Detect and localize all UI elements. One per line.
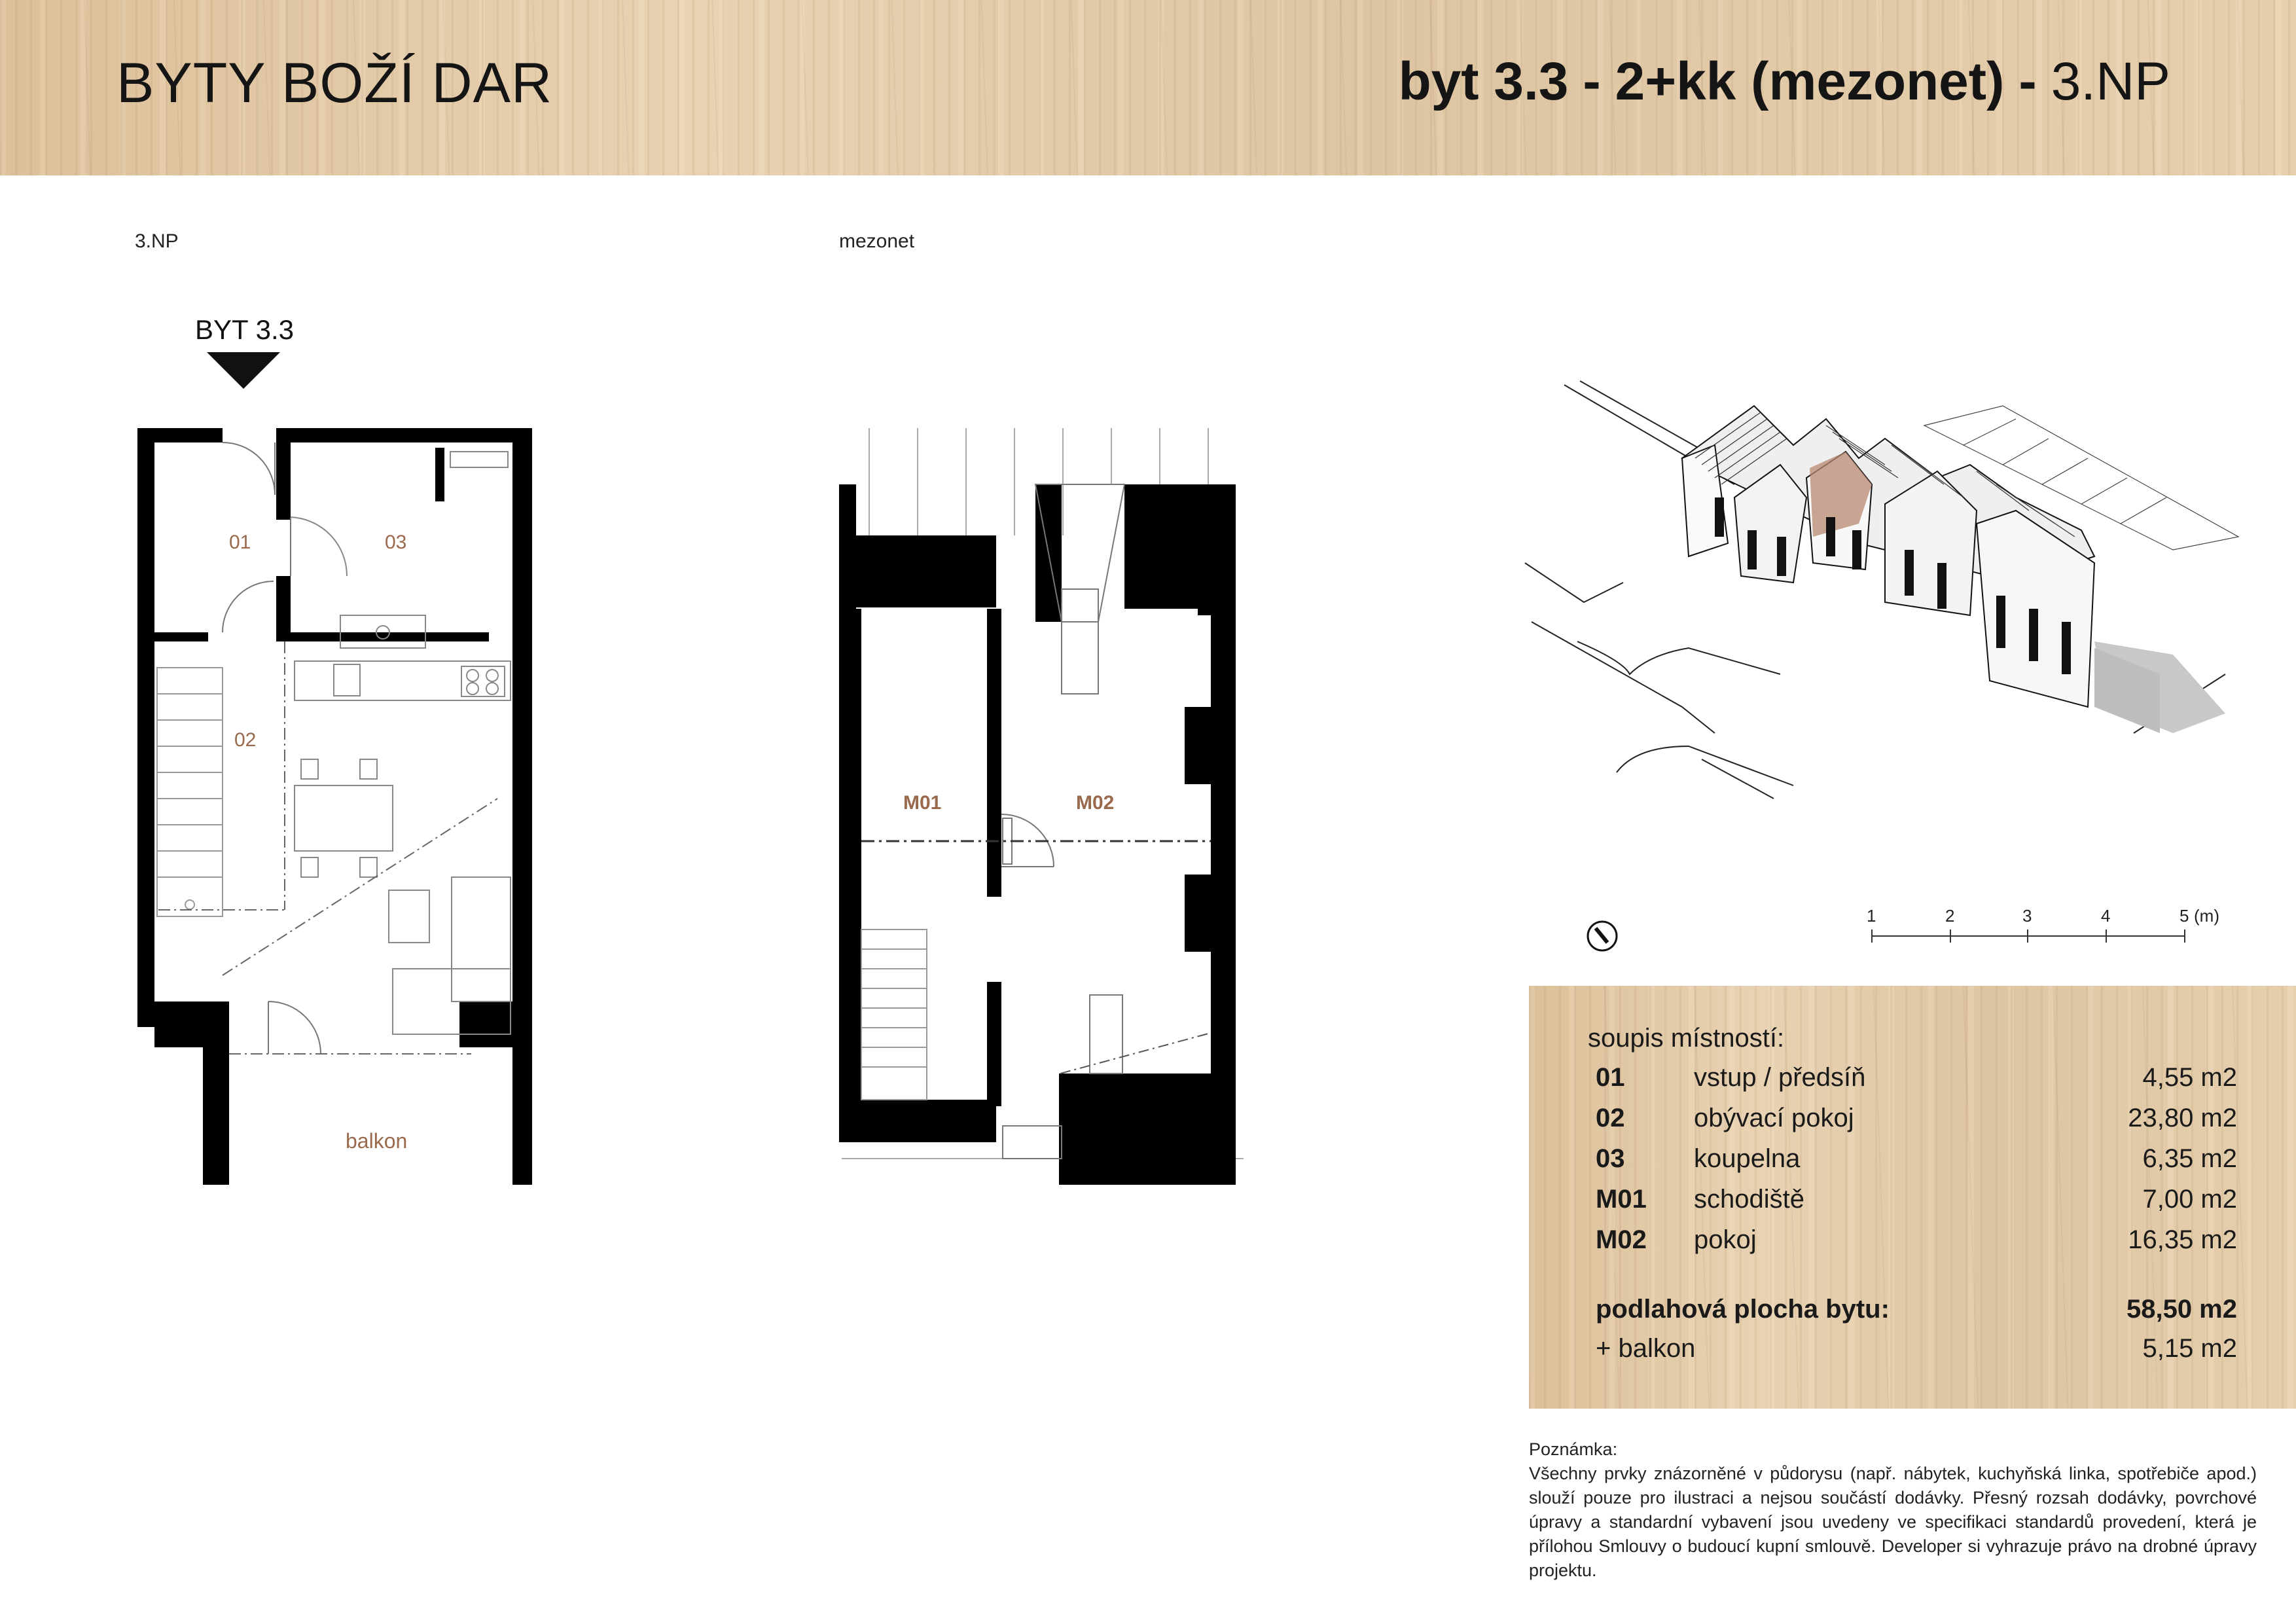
title-separator: - (2018, 52, 2037, 111)
unit-marker: BYT 3.3 (195, 314, 294, 345)
scale-unit: (m) (2194, 906, 2219, 926)
schedule-row (1596, 1185, 2237, 1224)
total-area-row (1596, 1295, 2237, 1324)
room-code: 03 (1596, 1144, 1625, 1173)
note-title: Poznámka: (1529, 1439, 1618, 1459)
room-code: 01 (1596, 1063, 1625, 1092)
unit-code: byt 3.3 (1398, 52, 1569, 111)
room-label-m02: M02 (1076, 792, 1115, 814)
unit-marker-arrow-icon (207, 352, 280, 389)
title-separator: - (1583, 52, 1601, 111)
schedule-row (1596, 1225, 2237, 1265)
schedule-title: soupis místností: (1588, 1024, 1785, 1053)
floor-plan-3np (131, 419, 550, 1198)
scale-tick-label: 2 (1945, 906, 1955, 926)
total-area: 58,50 m2 (2126, 1295, 2237, 1324)
room-area: 23,80 m2 (2128, 1104, 2237, 1132)
balkon-area: 5,15 m2 (2142, 1334, 2237, 1363)
scale-tick-label: 4 (2101, 906, 2111, 926)
room-code: 02 (1596, 1104, 1625, 1132)
room-name: pokoj (1694, 1225, 1757, 1254)
note-text: Všechny prvky znázorněné v půdorysu (např. nábytek, kuchyňská linka, spotřebiče apod.) slouží pouze pro ilustraci a nejsou součástí dodávky. Přesný rozsah dodávky, povrchové úpravy a standardní vybavení jsou uvedeny ve specifikaci standardů provedení, která je přílohou Smlouvy o budoucí kupní smlouvě. Developer si vyhrazuje právo na drobné úpravy projektu. (1529, 1464, 2257, 1580)
header-banner (0, 0, 2296, 175)
room-area: 6,35 m2 (2142, 1144, 2237, 1173)
room-label-03: 03 (385, 532, 407, 553)
balkon-row-label: + balkon (1596, 1334, 1696, 1363)
north-arrow-icon (1584, 918, 1621, 954)
room-area: 16,35 m2 (2128, 1225, 2237, 1254)
building-axonometric (1518, 367, 2251, 825)
schedule-row (1596, 1063, 2237, 1102)
room-code: M01 (1596, 1185, 1647, 1214)
unit-title (1399, 51, 2170, 113)
brand-title: BYTY BOŽÍ DAR (117, 52, 553, 115)
scale-tick-label: 5 (2179, 906, 2189, 926)
scale-bar (1859, 901, 2225, 953)
room-name: vstup / předsíň (1694, 1063, 1866, 1092)
room-schedule (1529, 986, 2296, 1409)
scale-tick-label: 3 (2022, 906, 2032, 926)
balkon-area-row (1596, 1334, 2237, 1363)
unit-type: 2+kk (mezonet) (1615, 52, 2005, 111)
room-label-01: 01 (229, 532, 251, 553)
schedule-row (1596, 1104, 2237, 1143)
room-name: koupelna (1694, 1144, 1801, 1173)
balkon-label: balkon (346, 1129, 408, 1153)
room-label-m01: M01 (903, 792, 942, 814)
floor-plan-label: 3.NP (135, 230, 179, 252)
note (1529, 1437, 2257, 1583)
mezonet-plan-label: mezonet (839, 230, 915, 252)
total-label: podlahová plocha bytu: (1596, 1295, 1890, 1324)
mezonet-plan (831, 419, 1250, 1198)
room-area: 4,55 m2 (2142, 1063, 2237, 1092)
room-name: obývací pokoj (1694, 1104, 1854, 1132)
room-code: M02 (1596, 1225, 1647, 1254)
room-label-02: 02 (234, 729, 257, 751)
unit-floor: 3.NP (2051, 52, 2170, 111)
schedule-row (1596, 1144, 2237, 1183)
scale-tick-label: 1 (1867, 906, 1876, 926)
room-name: schodiště (1694, 1185, 1804, 1214)
room-area: 7,00 m2 (2142, 1185, 2237, 1214)
